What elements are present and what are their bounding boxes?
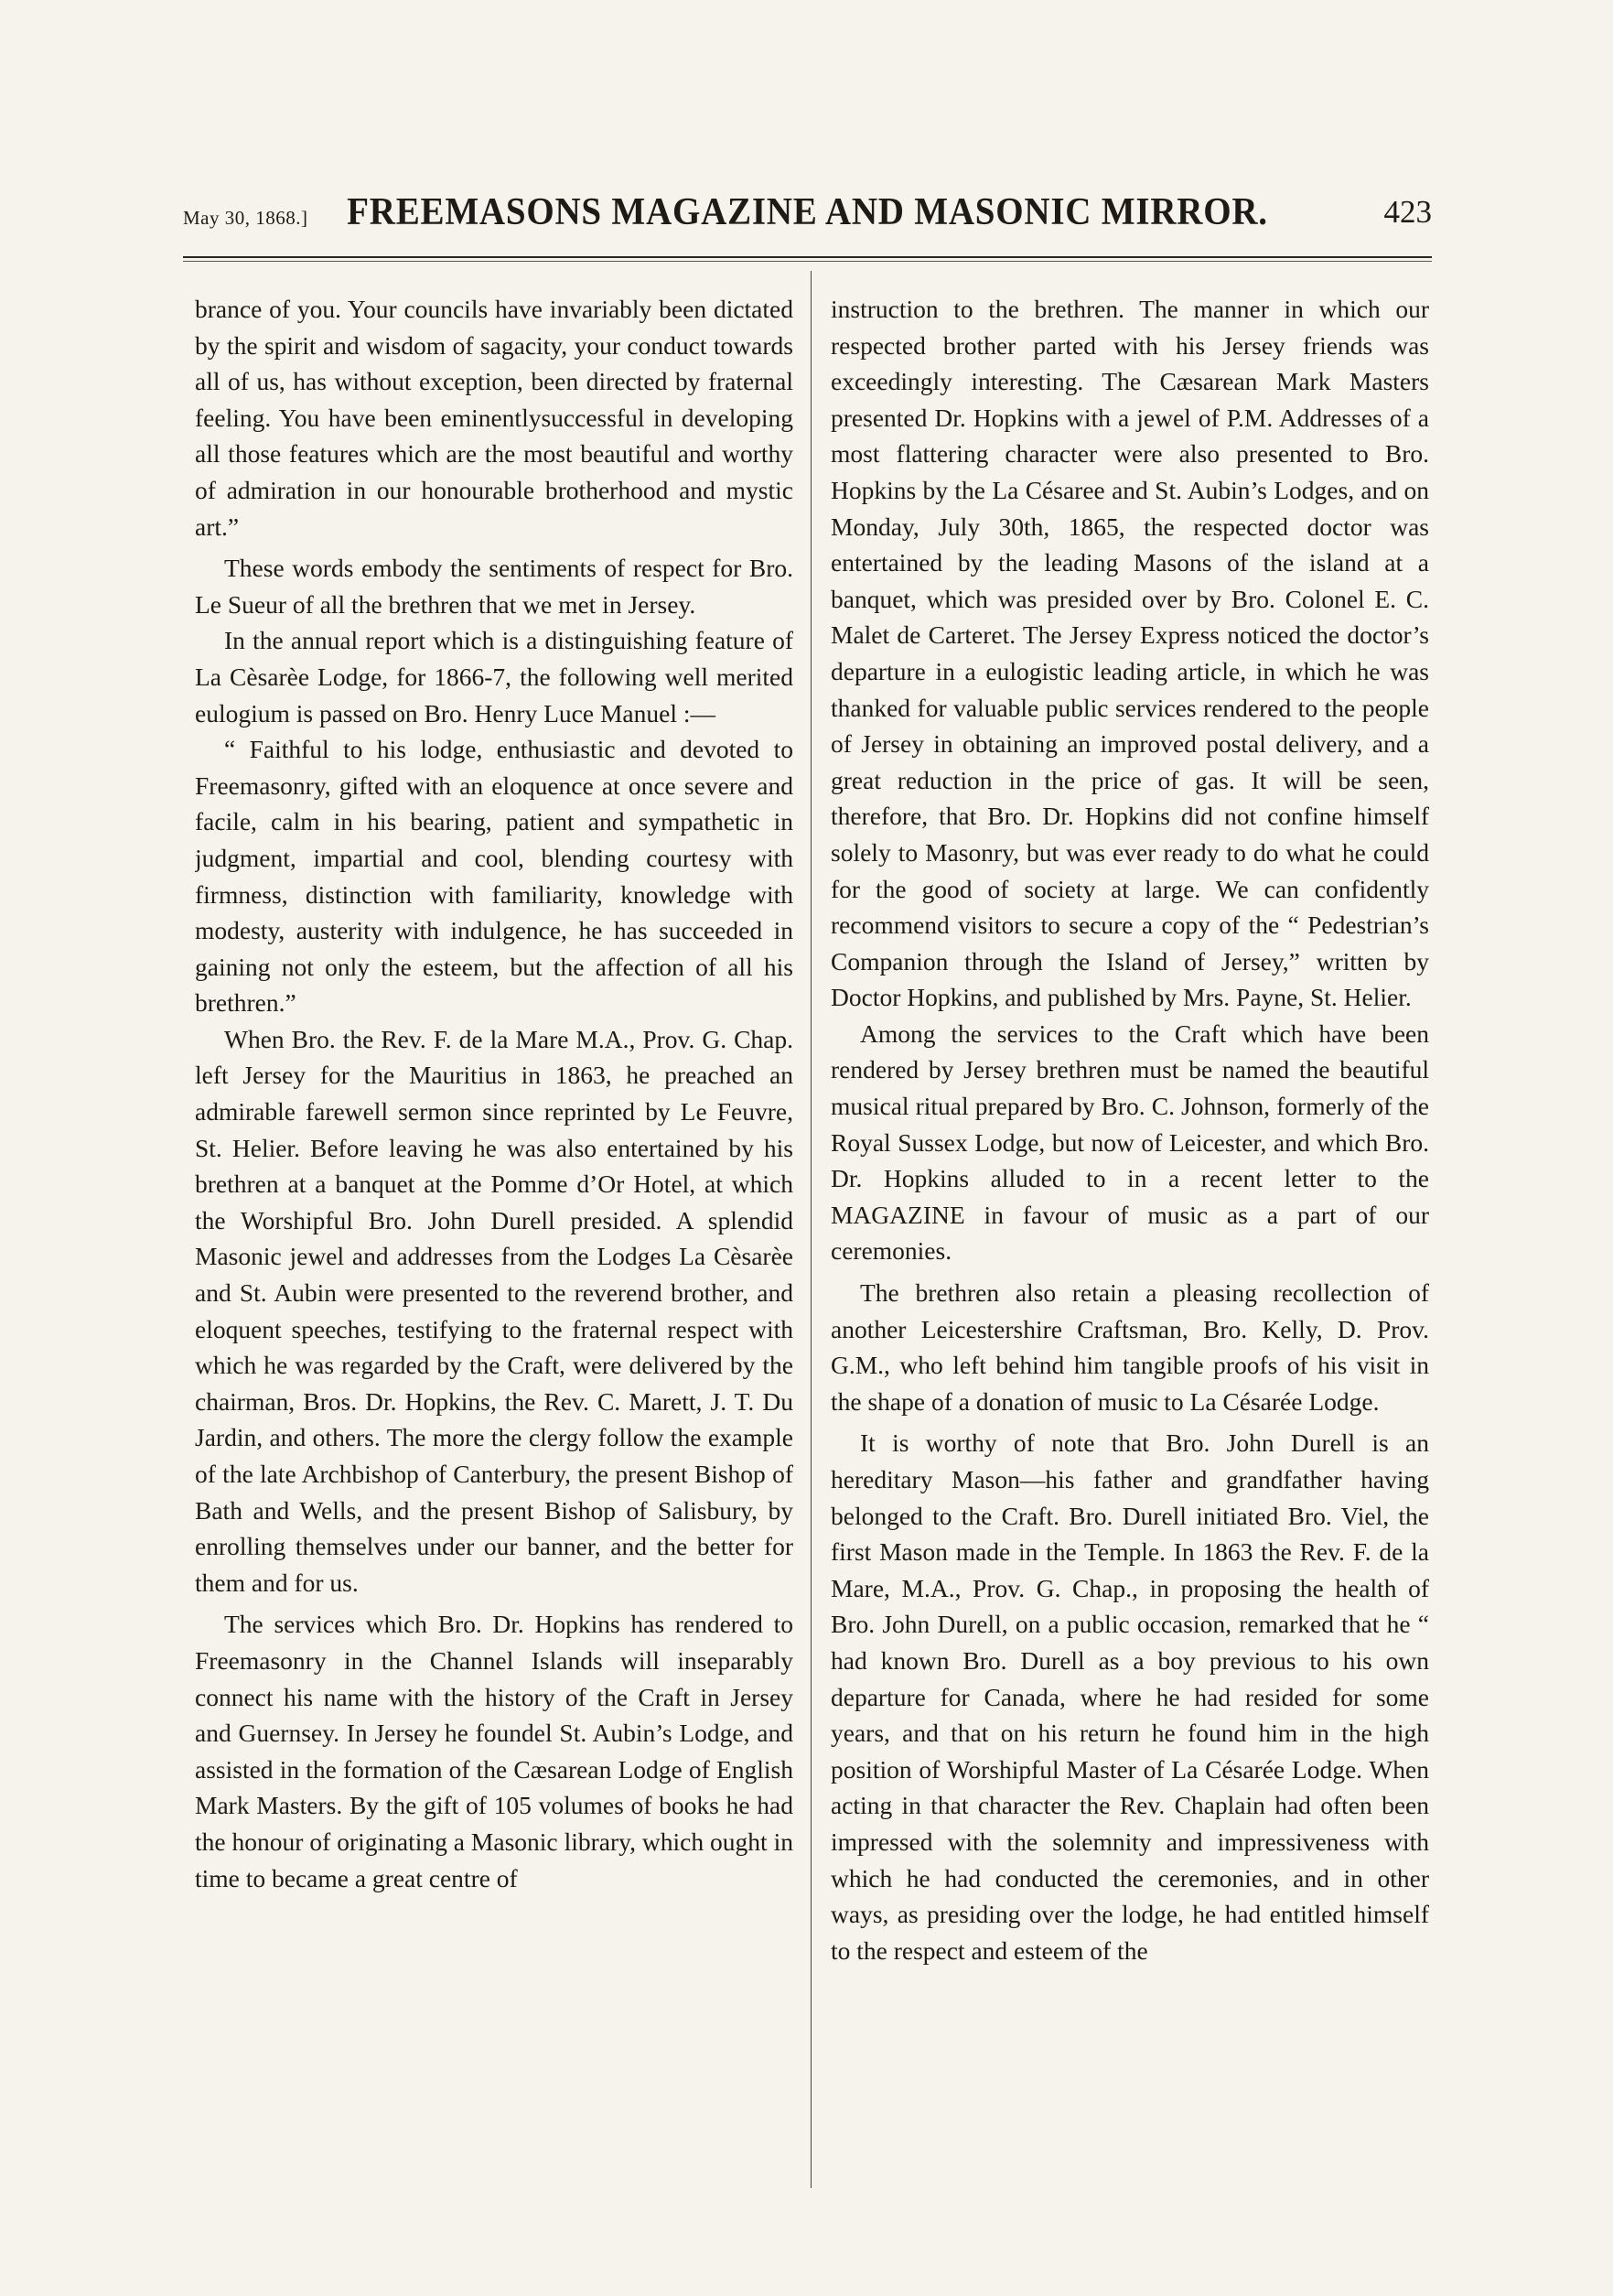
page-number: 423 xyxy=(1383,194,1432,230)
paragraph: instruction to the brethren. The manner in which our respected brother parted with his Jersey friends was exceedingly interesting. The Cæsarean Mark Masters presented Dr. Hopkins with a jewel of P.M. Addresses of a most flattering character were also presented to Bro. Hopkins by the La Césaree and St. Aubin’s Lodges, and on Monday, July 30th, 1865, the respected doctor was entertained by the leading Masons of the island at a banquet, which was presided over by Bro. Colonel E. C. Malet de Carteret. The Jersey Express noticed the doctor’s departure in a eulogistic leading article, in which he was thanked for valuable public services rendered to the people of Jersey in obtaining an improved postal delivery, and a great reduction in the price of gas. It will be seen, therefore, that Bro. Dr. Hopkins did not confine himself solely to Masonry, but was ever ready to do what he could for the good of society at large. We can confidently recommend visitors to secure a copy of the “ Pedestrian’s Companion through the Island of Jersey,” written by Doctor Hopkins, and published by Mrs. Payne, St. Helier. xyxy=(831,295,1429,1012)
header-rule-thin xyxy=(183,261,1432,262)
paragraph: brance of you. Your councils have invariably been dictated by the spirit and wisdom of sagacity, your conduct towards all of us, has without exception, been directed by fraternal feeling. You have been eminentlysuccessful in developing all those features which are the most beautiful and worthy of admiration in our honourable brotherhood and mystic art.” xyxy=(195,295,793,541)
header-rule xyxy=(183,256,1432,258)
paragraph: When Bro. the Rev. F. de la Mare M.A., Prov. G. Chap. left Jersey for the Mauritius in 1863, he preached an admirable farewell sermon since reprinted by Le Feuvre, St. Helier. Before leaving he was also entertained by his brethren at a banquet at the Pomme d’Or Hotel, at which the Worshipful Bro. John Durell presided. A splendid Masonic jewel and addresses from the Lodges La Cèsarèe and St. Aubin were presented to the reverend brother, and eloquent speeches, testifying to the fraternal respect with which he was regarded by the Craft, were delivered by the chairman, Bros. Dr. Hopkins, the Rev. C. Marett, J. T. Du Jardin, and others. The more the clergy follow the example of the late Archbishop of Canterbury, the present Bishop of Bath and Wells, and the present Bishop of Salisbury, by enrolling themselves under our banner, and the better for them and for us. xyxy=(195,1024,793,1597)
eulogium-quote: “ Faithful to his lodge, enthusiastic and devoted to Freemasonry, gifted with an eloquence at once severe and facile, calm in his bearing, patient and sympathetic in judgment, impartial and cool, blending courtesy with firmness, distinction with familiarity, knowledge with modesty, austerity with indulgence, he has succeeded in gaining not only the esteem, but the affection of all his brethren.” xyxy=(195,735,793,1018)
left-column xyxy=(195,291,793,2185)
right-column xyxy=(831,291,1429,2185)
magazine-title: FREEMASONS MAGAZINE AND MASONIC MIRROR. xyxy=(347,191,1268,233)
paragraph: The services which Bro. Dr. Hopkins has rendered to Freemasonry in the Channel Islands will inseparably connect his name with the history of the Craft in Jersey and Guernsey. In Jersey he foundel St. Aubin’s Lodge, and assisted in the formation of the Cæsarean Lodge of English Mark Masters. By the gift of 105 volumes of books he had the honour of originating a Masonic library, which ought in time to became a great centre of xyxy=(195,1610,793,1892)
paragraph: It is worthy of note that Bro. John Durell is an hereditary Mason—his father and grandfather having belonged to the Craft. Bro. Durell initiated Bro. Viel, the first Mason made in the Temple. In 1863 the Rev. F. de la Mare, M.A., Prov. G. Chap., in proposing the health of Bro. John Durell, on a public occasion, remarked that he “ had known Bro. Durell as a boy previous to his own departure for Canada, where he had resided for some years, and that on his return he found him in the high position of Worshipful Master of La Césarée Lodge. When acting in that character the Rev. Chaplain had often been impressed with the solemnity and impressiveness with which he had conducted the ceremonies, and in other ways, as presiding over the lodge, he had entitled himself to the respect and esteem of the xyxy=(831,1428,1429,1965)
running-header xyxy=(183,190,1432,245)
paragraph: Among the services to the Craft which have been rendered by Jersey brethren must be named the beautiful musical ritual prepared by Bro. C. Johnson, formerly of the Royal Sussex Lodge, but now of Leicester, and which Bro. Dr. Hopkins alluded to in a recent letter to the MAGAZINE in favour of music as a part of our ceremonies. xyxy=(831,1019,1429,1266)
paragraph: The brethren also retain a pleasing recollection of another Leicestershire Craftsman, Bro. Kelly, D. Prov. G.M., who left behind him tangible proofs of his visit in the shape of a donation of music to La Césarée Lodge. xyxy=(831,1278,1429,1416)
paragraph: These words embody the sentiments of respect for Bro. Le Sueur of all the brethren that we met in Jersey. xyxy=(195,554,793,619)
issue-date: May 30, 1868.] xyxy=(183,207,308,229)
paragraph: In the annual report which is a distinguishing feature of La Cèsarèe Lodge, for 1866-7, the following well merited eulogium is passed on Bro. Henry Luce Manuel :— xyxy=(195,626,793,728)
column-divider xyxy=(811,271,812,2188)
